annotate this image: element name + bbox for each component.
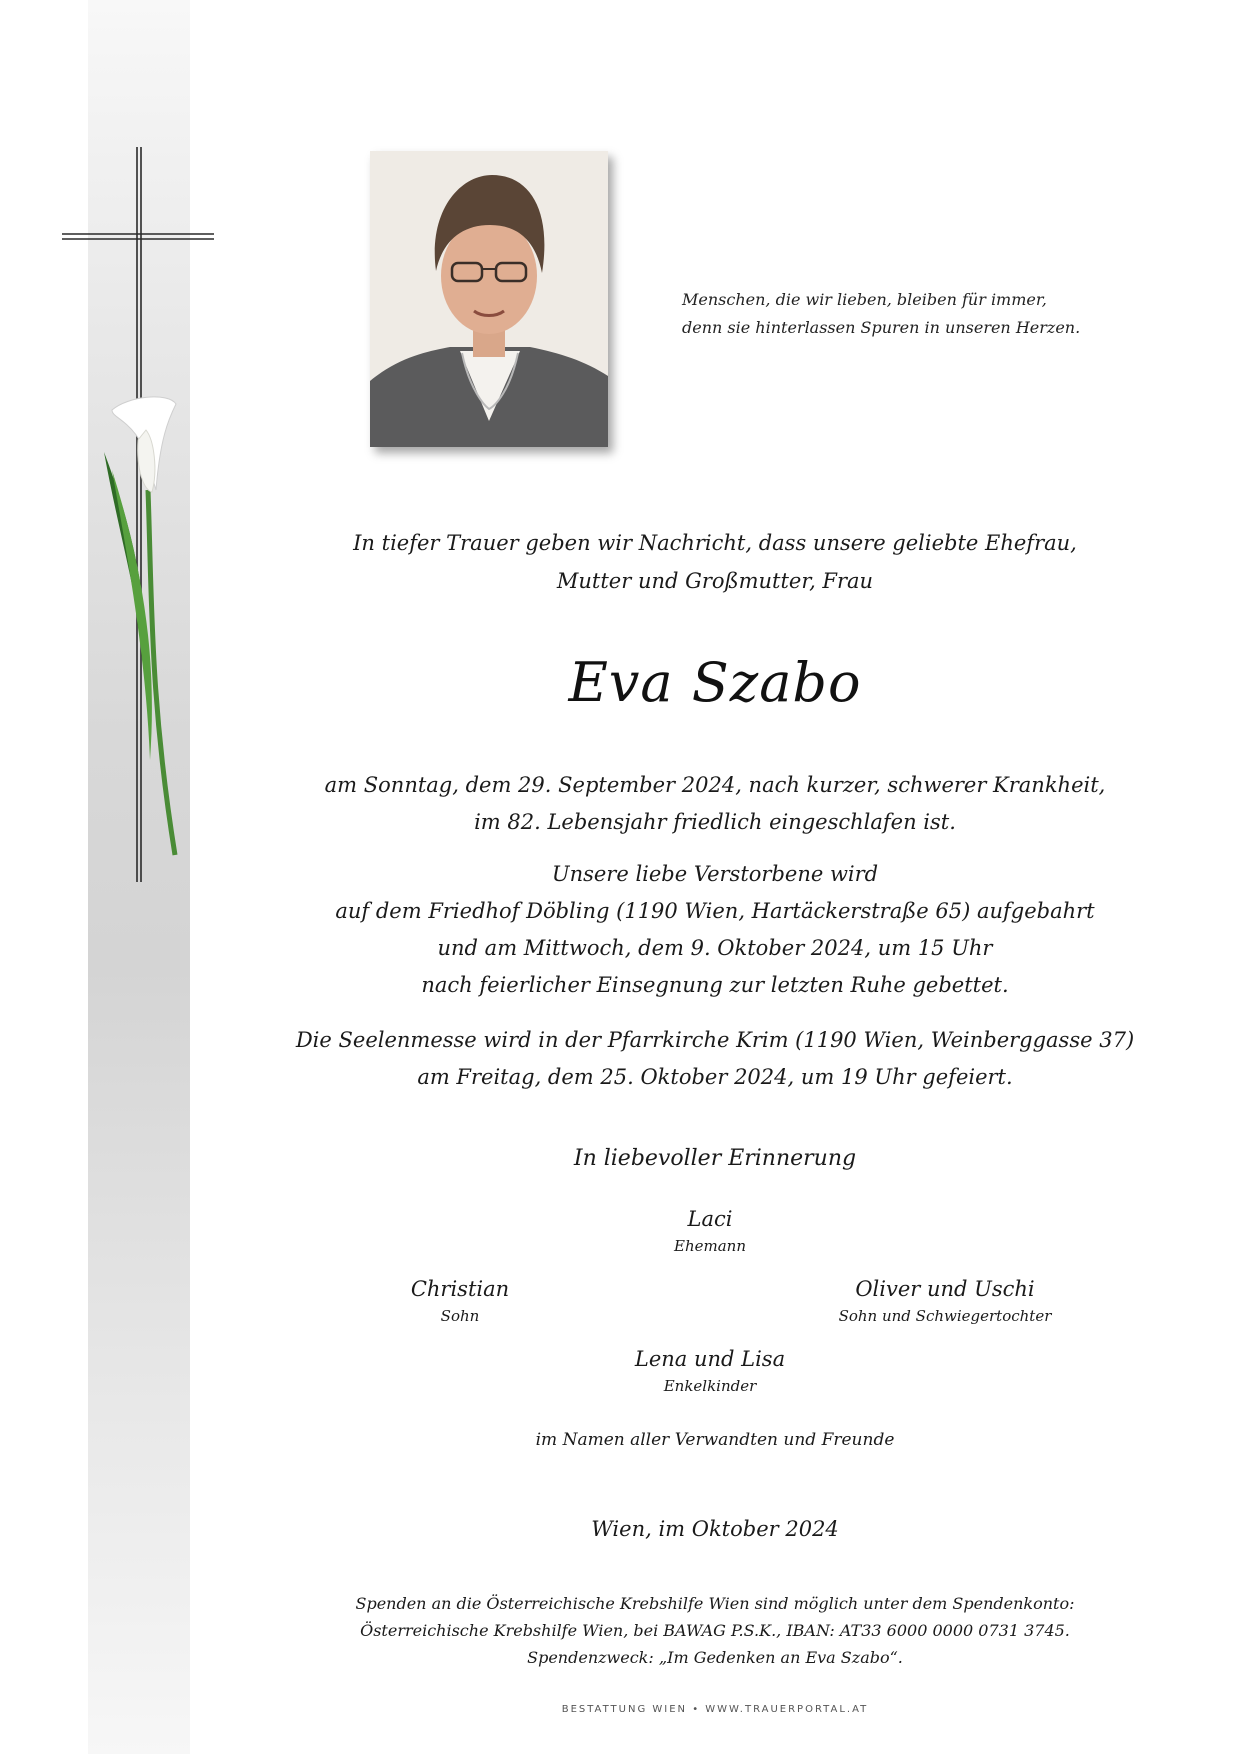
mass-line: am Freitag, dem 25. Oktober 2024, um 19 Uhr gefeiert. — [417, 1065, 1013, 1089]
portrait-photo — [370, 151, 608, 447]
announcement-intro — [190, 524, 1240, 600]
closing-line: im Namen aller Verwandten und Freunde — [535, 1430, 895, 1450]
mass-details — [190, 1022, 1240, 1096]
quote-line: denn sie hinterlassen Spuren in unseren Herzen. — [682, 318, 1081, 337]
intro-line: In tiefer Trauer geben wir Nachricht, dass unsere geliebte Ehefrau, — [353, 531, 1077, 555]
donation-line: Spenden an die Österreichische Krebshilfe Wien sind möglich unter dem Spendenkonto: — [355, 1594, 1075, 1613]
family-member-role: Sohn — [440, 1307, 480, 1325]
family-member — [330, 1274, 590, 1328]
quote-line: Menschen, die wir lieben, bleiben für immer, — [682, 290, 1047, 309]
passing-line: im 82. Lebensjahr friedlich eingeschlafen ist. — [474, 810, 956, 834]
passing-line: am Sonntag, dem 29. September 2024, nach kurzer, schwerer Krankheit, — [324, 773, 1106, 797]
family-member — [560, 1204, 860, 1258]
donation-line: Österreichische Krebshilfe Wien, bei BAWAG P.S.K., IBAN: AT33 6000 0000 0731 3745. — [360, 1621, 1070, 1640]
burial-line: Unsere liebe Verstorbene wird — [551, 862, 879, 886]
mass-line: Die Seelenmesse wird in der Pfarrkirche Krim (1190 Wien, Weinberggasse 37) — [295, 1028, 1135, 1052]
family-member-name: Laci — [687, 1207, 733, 1231]
passing-details — [190, 767, 1240, 841]
family-member-name: Lena und Lisa — [634, 1347, 786, 1371]
burial-line: und am Mittwoch, dem 9. Oktober 2024, um 15 Uhr — [437, 936, 993, 960]
family-member-name: Oliver und Uschi — [855, 1277, 1035, 1301]
footer-credit: BESTATTUNG WIEN • WWW.TRAUERPORTAL.AT — [561, 1704, 869, 1715]
memorial-quote — [682, 286, 1142, 342]
family-member-name: Christian — [410, 1277, 510, 1301]
donation-info — [190, 1590, 1240, 1671]
donation-line: Spendenzweck: „Im Gedenken an Eva Szabo“. — [527, 1648, 903, 1667]
family-member-role: Ehemann — [674, 1237, 746, 1255]
burial-line: auf dem Friedhof Döbling (1190 Wien, Hartäckerstraße 65) aufgebahrt — [335, 899, 1095, 923]
family-member-role: Sohn und Schwiegertochter — [838, 1307, 1052, 1325]
remembrance-heading: In liebevoller Erinnerung — [573, 1146, 857, 1171]
deceased-name: Eva Szabo — [568, 651, 862, 714]
calla-lily-icon — [0, 0, 260, 900]
family-member — [780, 1274, 1110, 1328]
family-member-role: Enkelkinder — [663, 1377, 757, 1395]
burial-line: nach feierlicher Einsegnung zur letzten Ruhe gebettet. — [421, 973, 1009, 997]
family-member — [560, 1344, 860, 1398]
portrait-image — [370, 151, 608, 447]
burial-details — [190, 856, 1240, 1004]
place-date: Wien, im Oktober 2024 — [591, 1517, 839, 1541]
intro-line: Mutter und Großmutter, Frau — [556, 569, 874, 593]
